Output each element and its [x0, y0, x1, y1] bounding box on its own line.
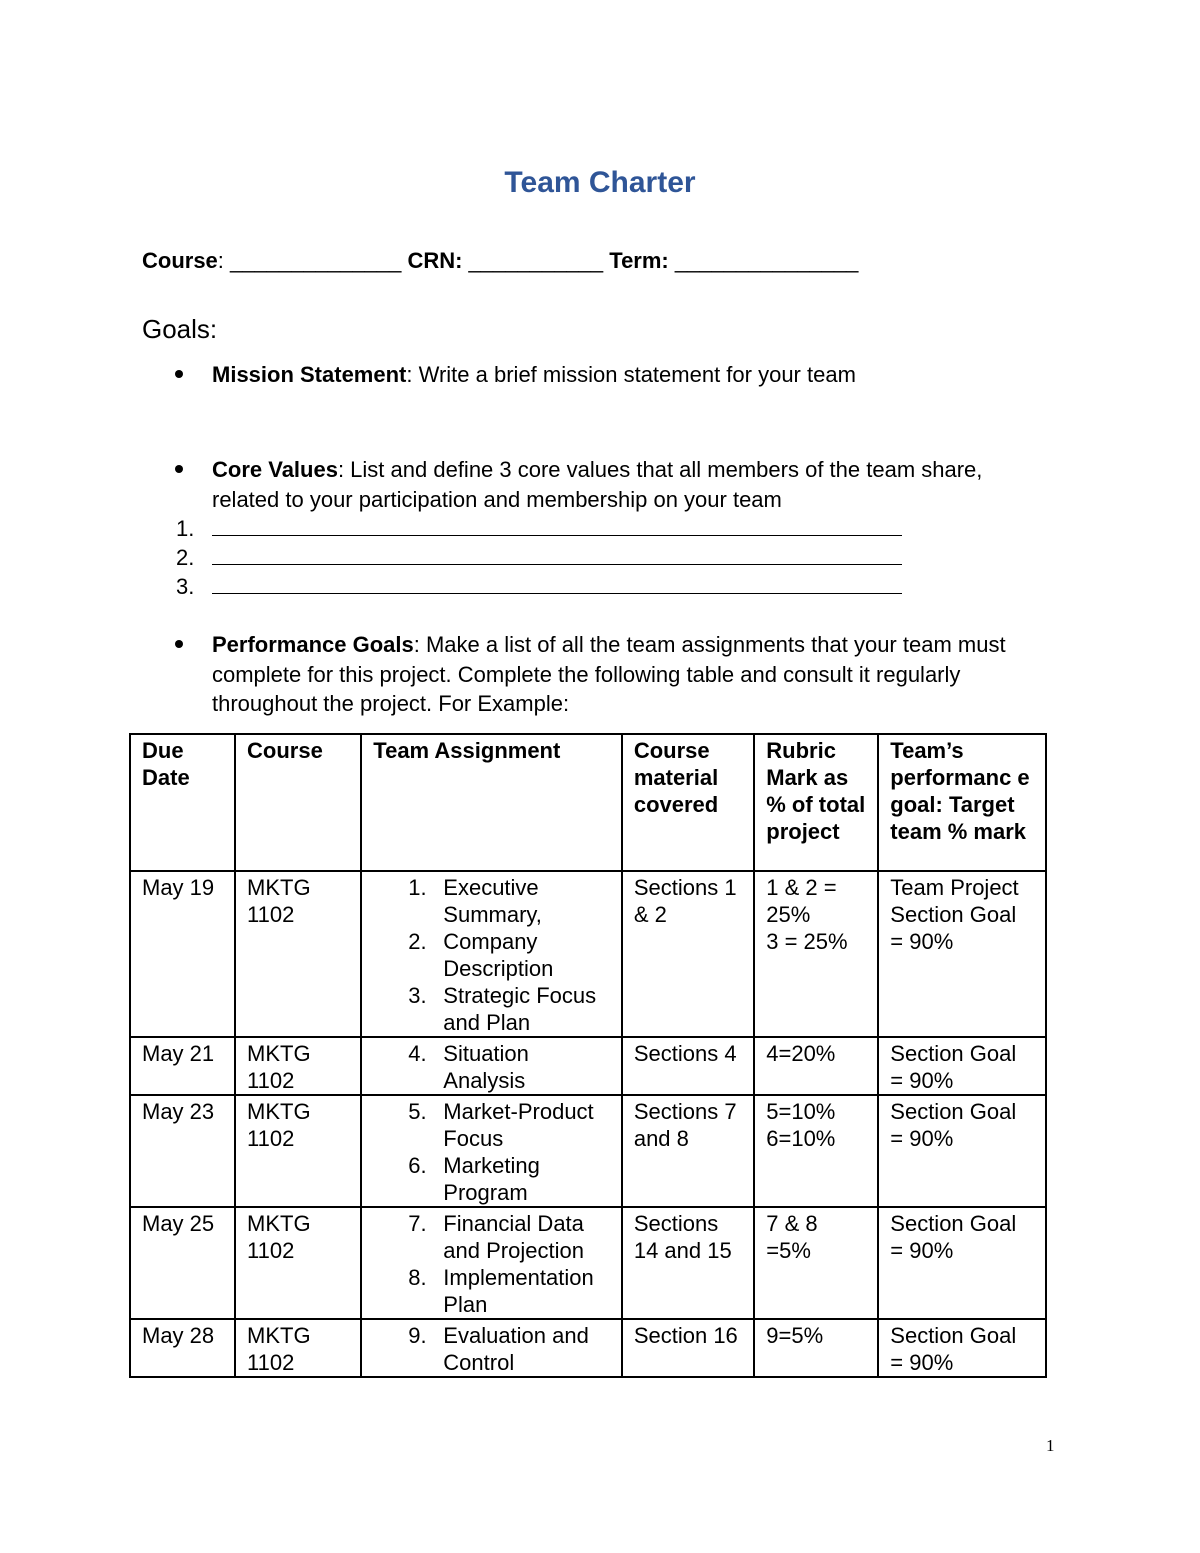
list-number: 5. [408, 1099, 427, 1124]
list-text: Marketing Program [443, 1153, 540, 1205]
performance-label: Performance Goals [212, 632, 414, 657]
cell-team-assignment [361, 871, 622, 1037]
rubric-line: 7 & 8 =5% [766, 1211, 818, 1263]
table-row [130, 1207, 1046, 1319]
list-number: 1. [408, 875, 427, 900]
cell-course-material: Section 16 [622, 1319, 754, 1377]
performance-text: : Make a list of all the team assignments that your team must complete for this project. Complete the following table and consult it regularly throughout the project. For Example: [212, 632, 1006, 716]
cell-course-material: Sections 14 and 15 [622, 1207, 754, 1319]
header-performance-goal: Team’s performanc e goal: Target team % mark [878, 734, 1046, 871]
rubric-line: 1 & 2 = 25% [766, 875, 837, 927]
header-course-material: Course material covered [622, 734, 754, 871]
cell-due-date: May 19 [130, 871, 235, 1037]
crn-label: CRN: [407, 248, 463, 273]
term-blank[interactable]: _______________ [668, 248, 859, 273]
assignment-list [373, 1040, 611, 1094]
list-text: Executive Summary, [443, 875, 542, 927]
crn-blank[interactable]: ___________ [462, 248, 610, 273]
core-value-row[interactable] [176, 515, 902, 543]
cell-due-date: May 21 [130, 1037, 235, 1095]
cell-rubric-mark [754, 1095, 878, 1207]
table-row [130, 1319, 1046, 1377]
core-value-number: 1. [176, 516, 195, 541]
performance-goals-table [129, 733, 1047, 1378]
list-number: 9. [408, 1323, 427, 1348]
header-team-assignment: Team Assignment [361, 734, 622, 871]
core-values [212, 455, 1052, 514]
mission-text: : Write a brief mission statement for your team [406, 362, 856, 387]
list-text: Market-Product Focus [443, 1099, 594, 1151]
cell-course: MKTG 1102 [235, 1037, 361, 1095]
rubric-line: 3 = 25% [766, 929, 848, 954]
rubric-line: 6=10% [766, 1126, 836, 1151]
bullet-icon [175, 640, 183, 648]
assignment-list [373, 874, 611, 1036]
table-row [130, 1095, 1046, 1207]
cell-course-material: Sections 7 and 8 [622, 1095, 754, 1207]
page-number: 1 [1046, 1436, 1055, 1455]
list-text: Strategic Focus and Plan [443, 983, 597, 1035]
cell-rubric-mark [754, 1037, 878, 1095]
list-item [373, 1264, 611, 1318]
mission-statement [212, 360, 1052, 390]
mission-label: Mission Statement [212, 362, 407, 387]
term-label: Term: [609, 248, 669, 273]
table-row [130, 871, 1046, 1037]
list-item [373, 874, 611, 928]
list-number: 7. [408, 1211, 427, 1236]
cell-course: MKTG 1102 [235, 1207, 361, 1319]
list-text: Evaluation and Control [443, 1323, 589, 1375]
cell-performance-goal: Section Goal = 90% [878, 1037, 1046, 1095]
cell-performance-goal: Section Goal = 90% [878, 1319, 1046, 1377]
list-number: 6. [408, 1153, 427, 1178]
header-due-date: Due Date [130, 734, 235, 871]
list-text: Company Description [443, 929, 554, 981]
bullet-icon [175, 465, 183, 473]
list-item [373, 1210, 611, 1264]
cell-performance-goal: Section Goal = 90% [878, 1095, 1046, 1207]
core-value-number: 3. [176, 574, 195, 599]
performance-goals [212, 630, 1032, 719]
cell-course: MKTG 1102 [235, 1319, 361, 1377]
list-item [373, 1098, 611, 1152]
cell-due-date: May 23 [130, 1095, 235, 1207]
assignment-list [373, 1098, 611, 1206]
core-values-label: Core Values [212, 457, 338, 482]
list-item [373, 982, 611, 1036]
core-values-text: : List and define 3 core values that all members of the team share, related to your participation and membership on your team [212, 457, 983, 512]
course-label: Course [142, 248, 218, 273]
cell-due-date: May 25 [130, 1207, 235, 1319]
list-item [373, 1040, 611, 1094]
list-text: Situation Analysis [443, 1041, 529, 1093]
rubric-line: 9=5% [766, 1323, 824, 1348]
core-value-blank[interactable] [212, 544, 902, 565]
cell-course-material: Sections 1 & 2 [622, 871, 754, 1037]
cell-rubric-mark [754, 1207, 878, 1319]
core-value-row[interactable] [176, 573, 902, 601]
cell-rubric-mark [754, 871, 878, 1037]
cell-due-date: May 28 [130, 1319, 235, 1377]
bullet-icon [175, 370, 183, 378]
rubric-line: 5=10% [766, 1099, 836, 1124]
list-text: Implementation Plan [443, 1265, 594, 1317]
cell-course: MKTG 1102 [235, 871, 361, 1037]
list-item [373, 928, 611, 982]
course-info-line [142, 248, 858, 274]
page-title: Team Charter [504, 166, 696, 199]
table-row [130, 1037, 1046, 1095]
core-value-row[interactable] [176, 544, 902, 572]
cell-team-assignment [361, 1319, 622, 1377]
assignment-list [373, 1210, 611, 1318]
cell-performance-goal: Section Goal = 90% [878, 1207, 1046, 1319]
course-blank[interactable]: : ______________ [217, 248, 408, 273]
cell-performance-goal: Team Project Section Goal = 90% [878, 871, 1046, 1037]
core-value-blank[interactable] [212, 573, 902, 594]
list-number: 2. [408, 929, 427, 954]
list-text: Financial Data and Projection [443, 1211, 584, 1263]
list-item [373, 1322, 611, 1376]
core-value-number: 2. [176, 545, 195, 570]
header-course: Course [235, 734, 361, 871]
header-rubric-mark: Rubric Mark as % of total project [754, 734, 878, 871]
cell-team-assignment [361, 1207, 622, 1319]
rubric-line: 4=20% [766, 1041, 836, 1066]
cell-course: MKTG 1102 [235, 1095, 361, 1207]
list-item [373, 1152, 611, 1206]
assignment-list [373, 1322, 611, 1376]
list-number: 3. [408, 983, 427, 1008]
cell-rubric-mark [754, 1319, 878, 1377]
list-number: 8. [408, 1265, 427, 1290]
goals-heading: Goals: [142, 314, 218, 344]
cell-team-assignment [361, 1095, 622, 1207]
list-number: 4. [408, 1041, 427, 1066]
cell-course-material: Sections 4 [622, 1037, 754, 1095]
table-header-row [130, 734, 1046, 871]
core-value-blank[interactable] [212, 515, 902, 536]
cell-team-assignment [361, 1037, 622, 1095]
